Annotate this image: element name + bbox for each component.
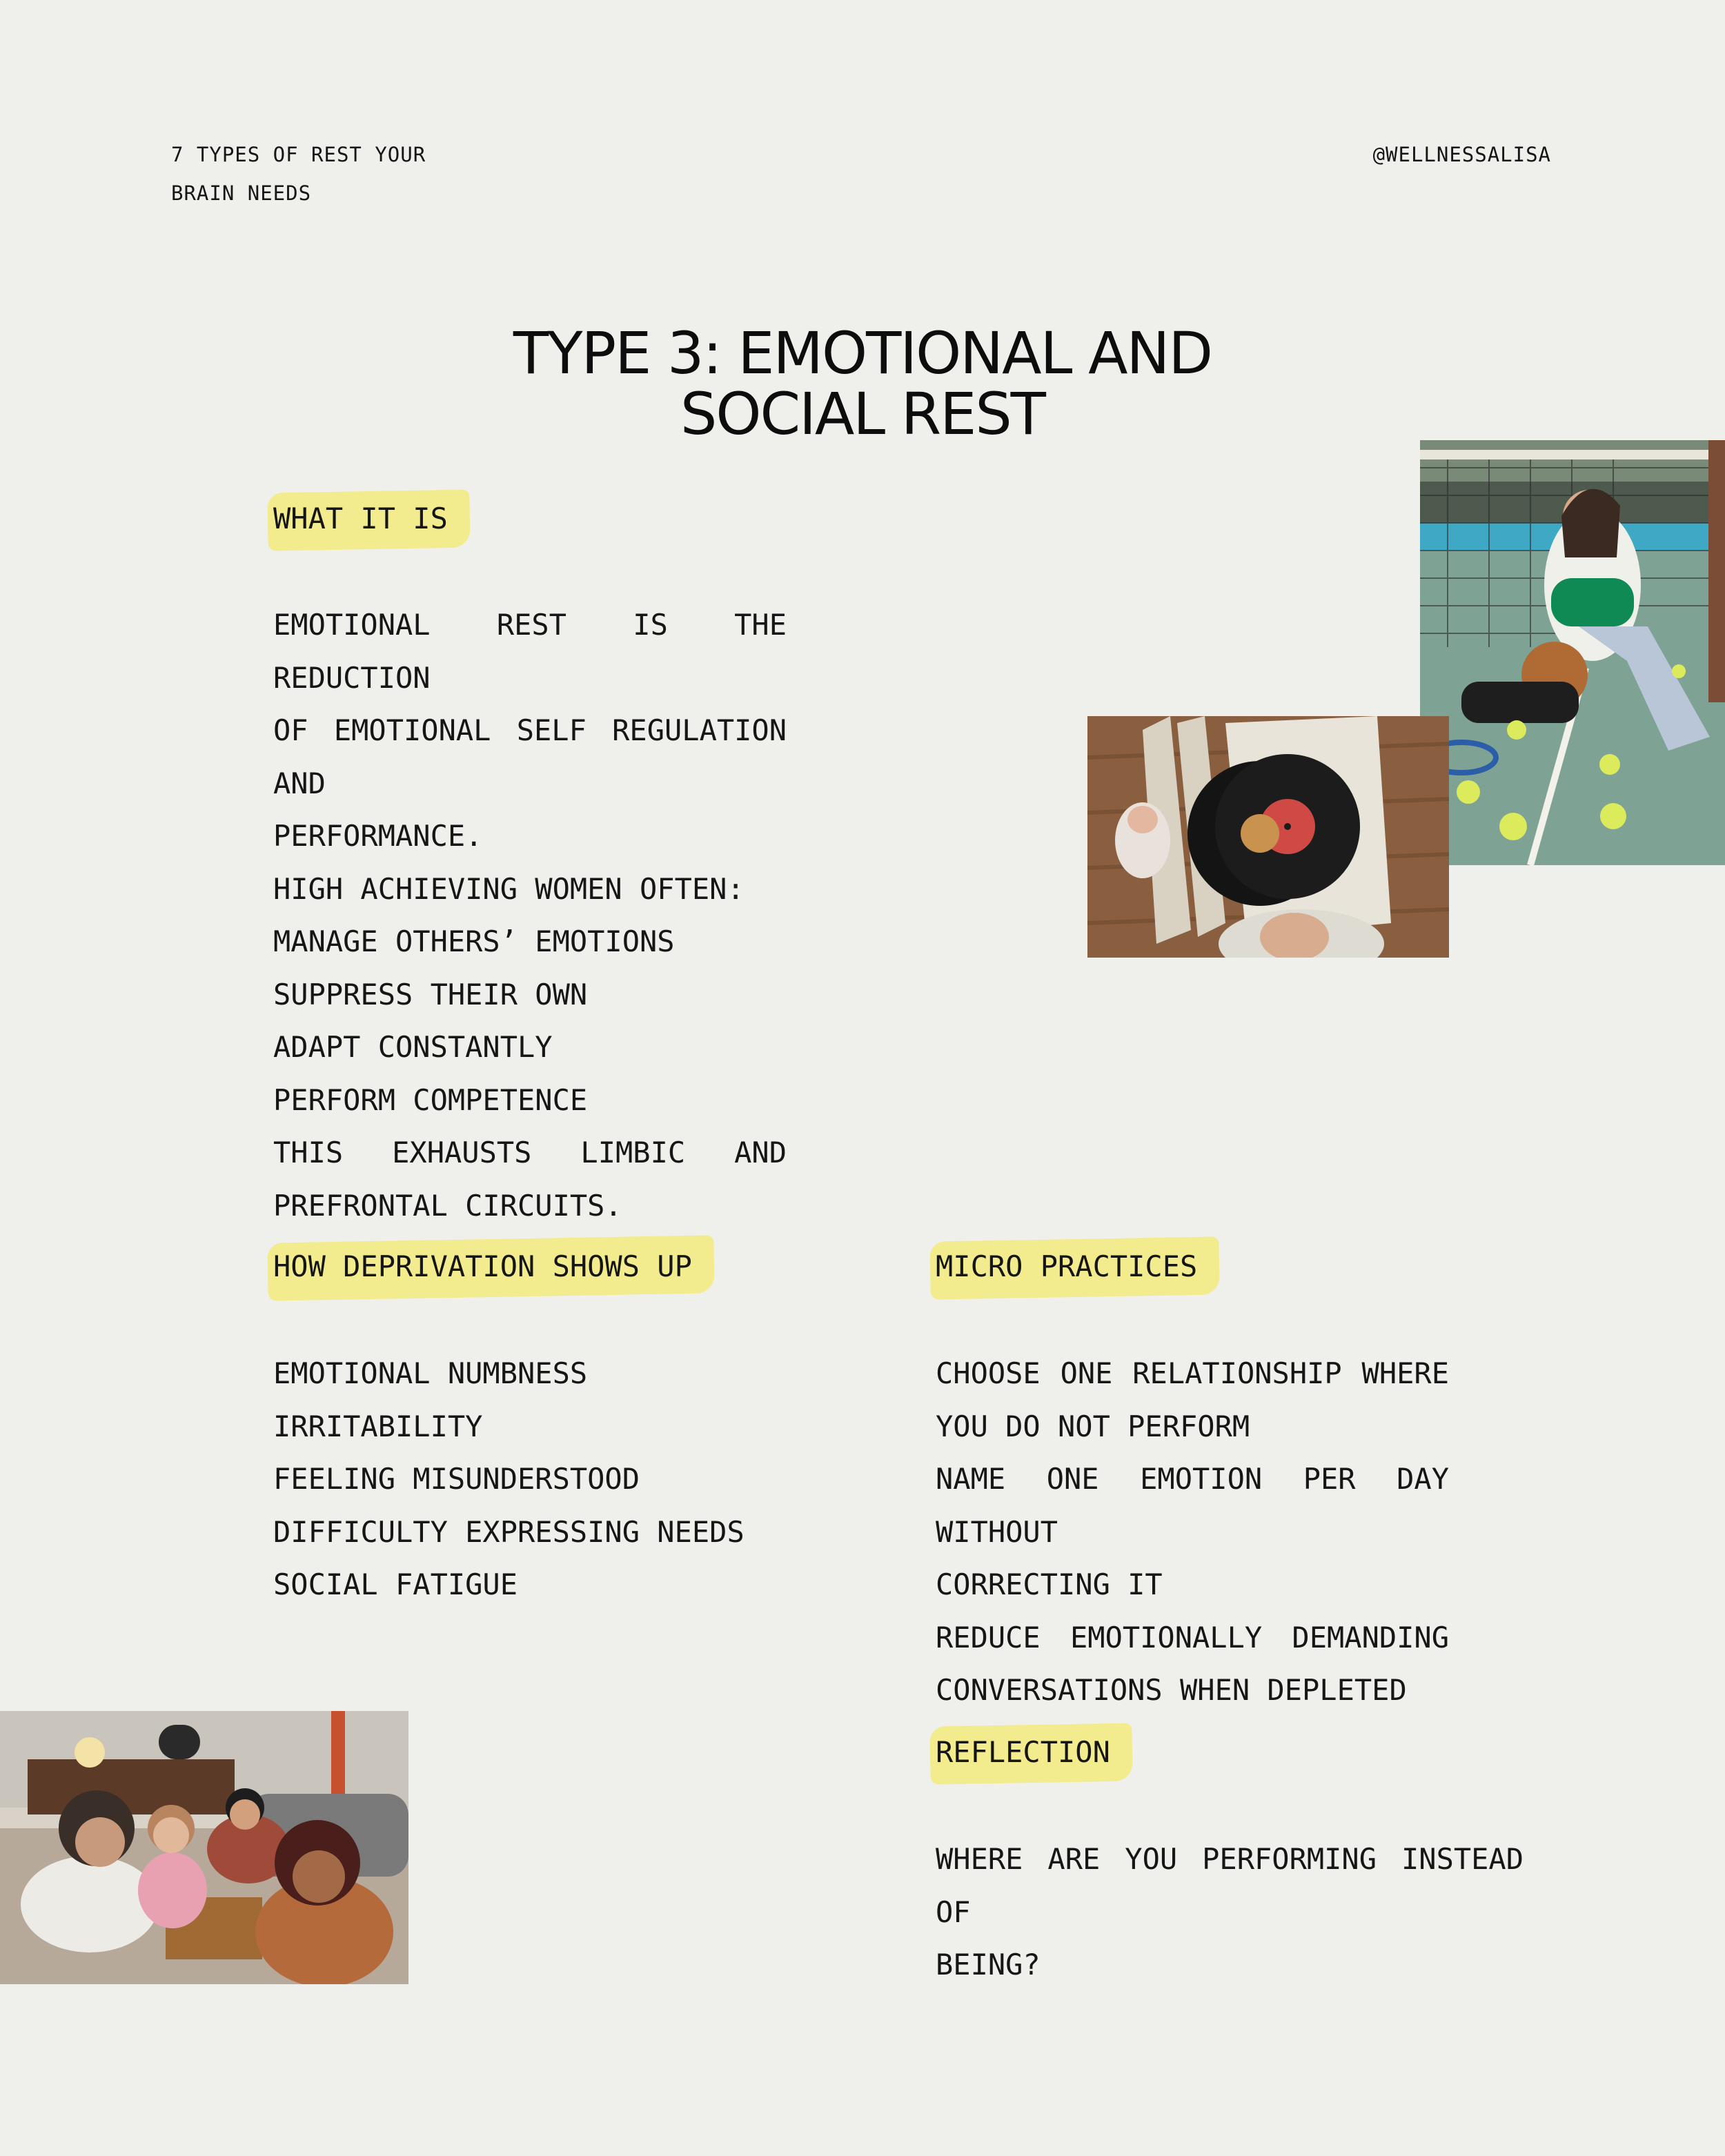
text-line: WHERE ARE YOU PERFORMING INSTEAD OF [936,1842,1524,1929]
what-it-is-text [273,599,787,1232]
section-label-what-it-is: WHAT IT IS [273,494,457,544]
reflection-text [936,1833,1524,1992]
text-line: ADAPT CONSTANTLY [273,1030,553,1064]
section-label-reflection: REFLECTION [936,1728,1120,1777]
text-line: SUPPRESS THEIR OWN [273,977,588,1011]
series-title [171,135,426,212]
text-line: IRRITABILITY [273,1409,483,1443]
text-line: HIGH ACHIEVING WOMEN OFTEN: [273,871,745,906]
friends-group-photo [0,1711,408,1984]
text-line: CONVERSATIONS WHEN DEPLETED [936,1673,1407,1707]
series-title-line: BRAIN NEEDS [171,181,312,205]
author-handle: @WELLNESSALISA [1372,143,1551,166]
text-line: PERFORM COMPETENCE [273,1082,588,1117]
text-line: YOU DO NOT PERFORM [936,1409,1250,1443]
page-title-line: TYPE 3: EMOTIONAL AND [513,319,1212,387]
section-label-micro-practices: MICRO PRACTICES [936,1242,1207,1292]
vinyl-records-photo [1087,716,1449,958]
page-title [0,319,1725,448]
text-line: BEING? [936,1948,1041,1981]
tennis-court-photo [1420,440,1725,865]
text-line: CORRECTING IT [936,1567,1163,1601]
text-line: PREFRONTAL CIRCUITS. [273,1188,622,1223]
text-line: FEELING MISUNDERSTOOD [273,1462,640,1496]
text-line: CHOOSE ONE RELATIONSHIP WHERE [936,1356,1449,1390]
section-label-deprivation: HOW DEPRIVATION SHOWS UP [273,1242,702,1292]
text-line: DIFFICULTY EXPRESSING NEEDS [273,1514,745,1549]
page-title-line: SOCIAL REST [680,380,1045,448]
text-line: PERFORMANCE. [273,819,483,853]
text-line: EMOTIONAL NUMBNESS [273,1356,588,1390]
text-line: REDUCE EMOTIONALLY DEMANDING [936,1620,1449,1654]
text-line: OF EMOTIONAL SELF REGULATION AND [273,713,787,800]
text-line: SOCIAL FATIGUE [273,1567,518,1601]
text-line: MANAGE OTHERS’ EMOTIONS [273,924,675,958]
deprivation-text [273,1347,756,1612]
text-line: EMOTIONAL REST IS THE REDUCTION [273,608,787,695]
text-line: THIS EXHAUSTS LIMBIC AND [273,1136,787,1169]
series-title-line: 7 TYPES OF REST YOUR [171,143,426,166]
micro-practices-text [936,1347,1449,1717]
text-line: NAME ONE EMOTION PER DAY WITHOUT [936,1462,1449,1549]
